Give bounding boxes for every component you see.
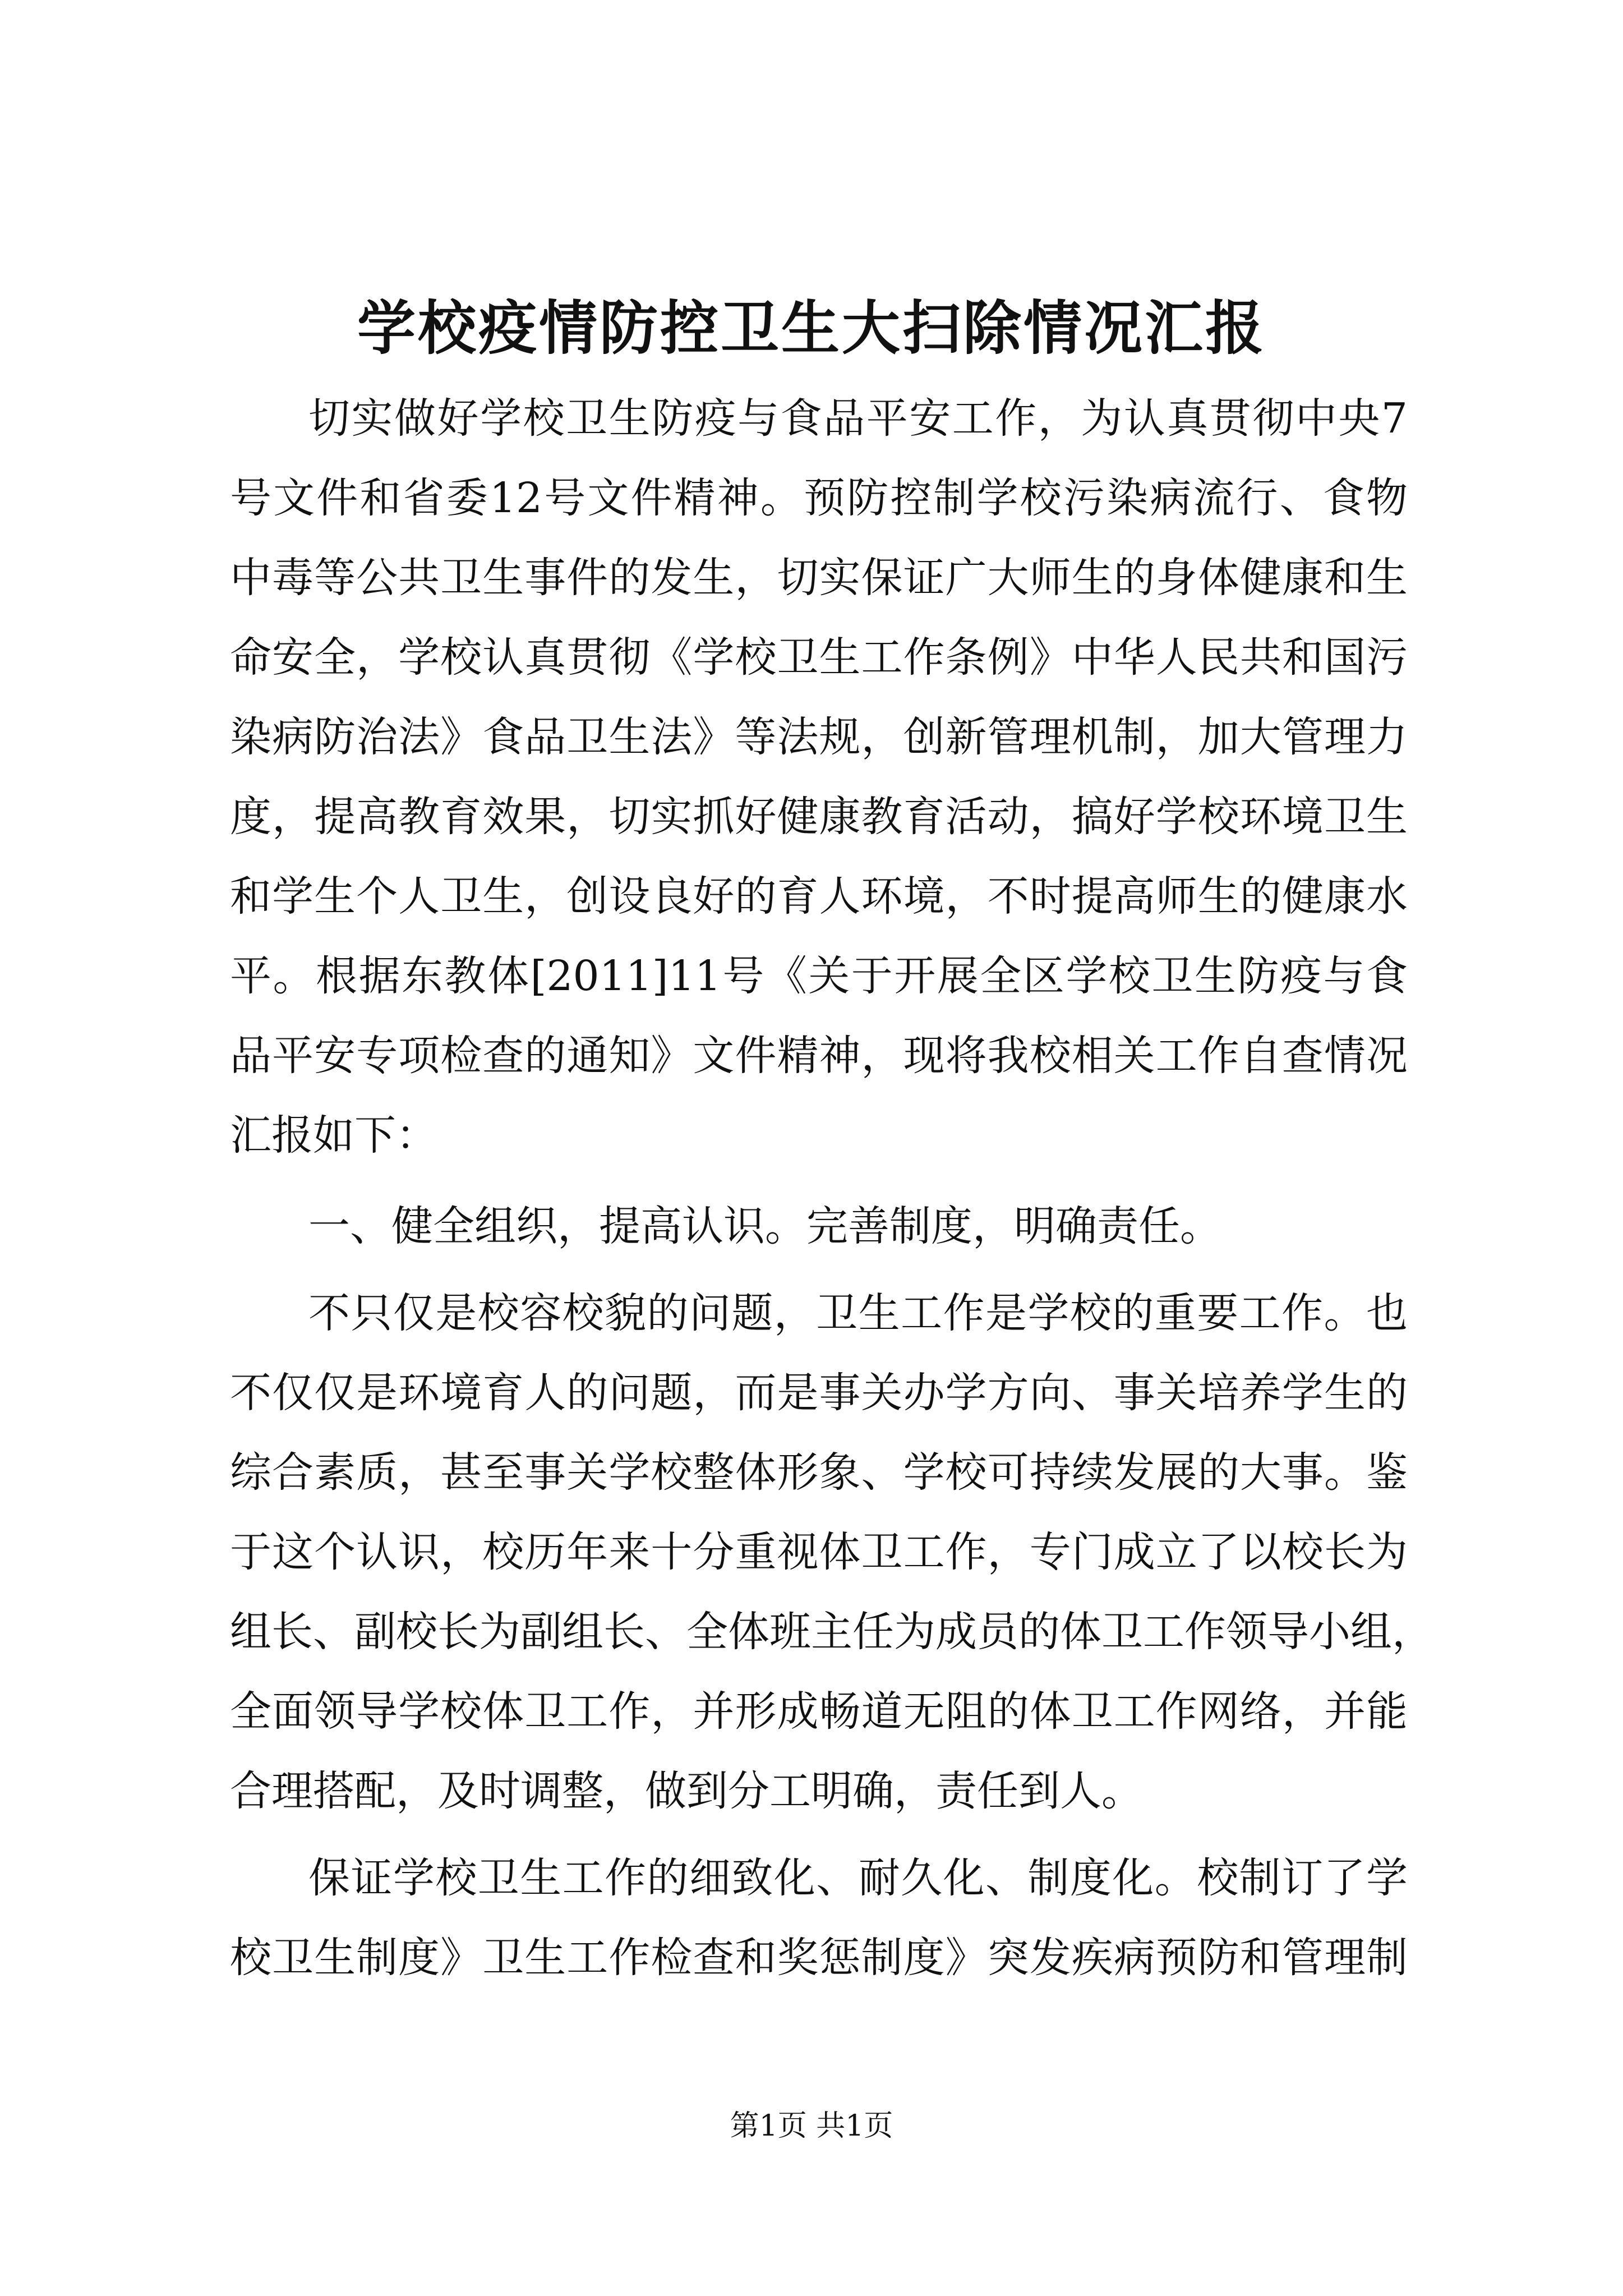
paragraph-line: 切实做好学校卫生防疫与食品平安工作，为认真贯彻中央7 xyxy=(308,394,1408,443)
paragraph-line: 综合素质，甚至事关学校整体形象、学校可持续发展的大事。鉴 xyxy=(230,1448,1408,1497)
section-heading: 一、健全组织，提高认识。完善制度，明确责任。 xyxy=(308,1202,1221,1250)
paragraph-line: 不仅仅是环境育人的问题，而是事关办学方向、事关培养学生的 xyxy=(230,1369,1408,1417)
paragraph-line: 汇报如下： xyxy=(230,1111,437,1159)
paragraph-line: 不只仅是校容校貌的问题，卫生工作是学校的重要工作。也 xyxy=(308,1289,1408,1337)
paragraph-line: 命安全，学校认真贯彻《学校卫生工作条例》中华人民共和国污 xyxy=(230,633,1408,682)
paragraph-line: 全面领导学校体卫工作，并形成畅道无阻的体卫工作网络，并能 xyxy=(230,1687,1408,1736)
paragraph-line: 号文件和省委12号文件精神。预防控制学校污染病流行、食物 xyxy=(230,474,1408,522)
page-footer: 第1页 共1页 xyxy=(730,2109,893,2143)
paragraph-line: 校卫生制度》卫生工作检查和奖惩制度》突发疾病预防和管理制 xyxy=(230,1934,1408,1982)
paragraph-line: 组长、副校长为副组长、全体班主任为成员的体卫工作领导小组， xyxy=(230,1608,1433,1656)
paragraph-line: 度，提高教育效果，切实抓好健康教育活动，搞好学校环境卫生 xyxy=(230,793,1408,841)
paragraph-line: 和学生个人卫生，创设良好的育人环境，不时提高师生的健康水 xyxy=(230,872,1408,921)
document-title: 学校疫情防控卫生大扫除情况汇报 xyxy=(357,293,1266,362)
paragraph-line: 于这个认识，校历年来十分重视体卫工作，专门成立了以校长为 xyxy=(230,1528,1408,1576)
paragraph-line: 品平安专项检查的通知》文件精神，现将我校相关工作自查情况 xyxy=(230,1032,1408,1080)
paragraph-line: 保证学校卫生工作的细致化、耐久化、制度化。校制订了学 xyxy=(308,1854,1408,1902)
paragraph-line: 平。根据东教体[2011]11号《关于开展全区学校卫生防疫与食 xyxy=(230,952,1408,1000)
paragraph-line: 合理搭配，及时调整，做到分工明确，责任到人。 xyxy=(230,1767,1143,1815)
paragraph-line: 中毒等公共卫生事件的发生，切实保证广大师生的身体健康和生 xyxy=(230,554,1408,602)
paragraph-line: 染病防治法》食品卫生法》等法规，创新管理机制，加大管理力 xyxy=(230,713,1408,761)
